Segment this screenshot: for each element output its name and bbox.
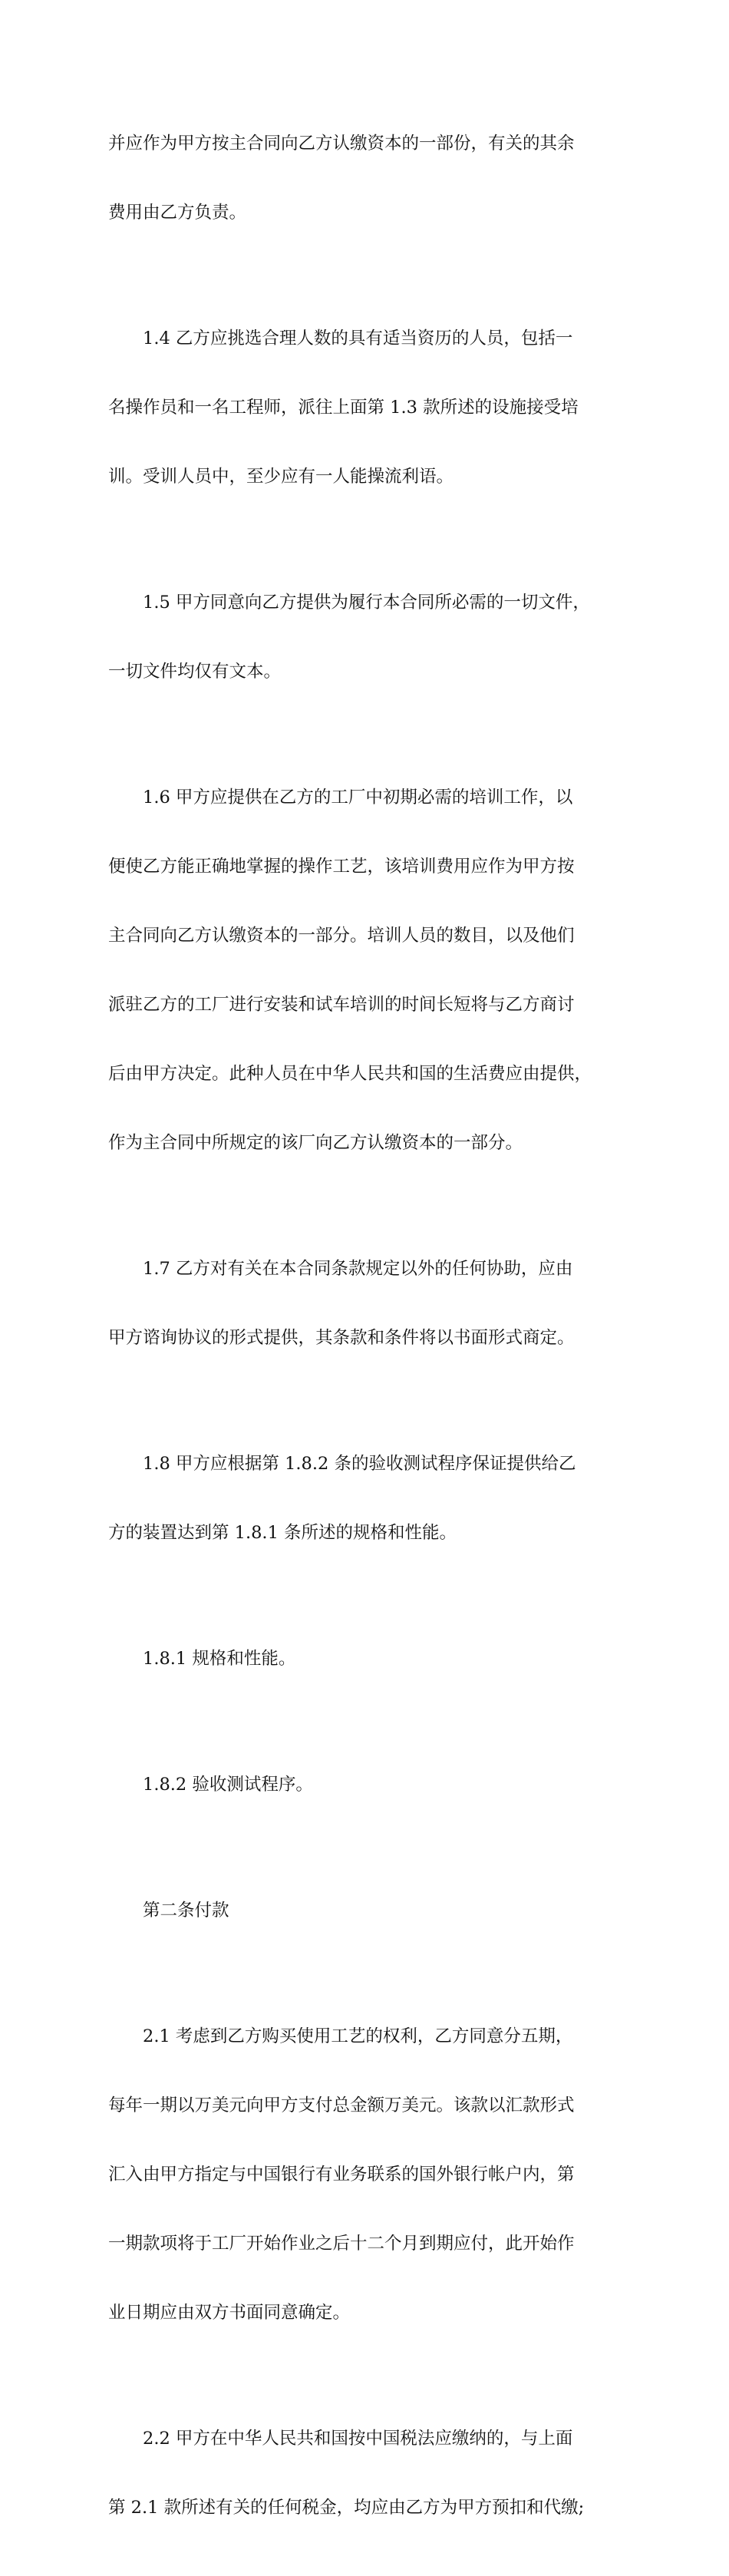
text-line: 1.8.2 验收测试程序。 bbox=[143, 1775, 313, 1795]
clause-1-6 bbox=[108, 740, 638, 1200]
text-line: 训。受训人员中，至少应有一人能操流利语。 bbox=[108, 467, 454, 487]
clause-1-8-1 bbox=[108, 1601, 638, 1716]
text-line: 一期款项将于工厂开始作业之后十二个月到期应付，此开始作 bbox=[108, 2234, 575, 2254]
text-line: 2.1 考虑到乙方购买使用工艺的权利，乙方同意分五期， bbox=[143, 2026, 573, 2046]
clause-2-2 bbox=[108, 2381, 638, 2565]
clause-1-4 bbox=[108, 281, 638, 534]
text-line: 费用由乙方负责。 bbox=[108, 203, 247, 223]
text-line: 1.7 乙方对有关在本合同条款规定以外的任何协助，应由 bbox=[143, 1259, 573, 1279]
document-page bbox=[108, 86, 638, 2576]
clause-1-8 bbox=[108, 1406, 638, 1590]
clause-1-8-2 bbox=[108, 1727, 638, 1842]
text-line: 名操作员和一名工程师，派往上面第 1.3 款所述的设施接受培 bbox=[108, 398, 579, 418]
article-2-heading bbox=[108, 1853, 638, 1968]
text-line: 1.4 乙方应挑选合理人数的具有适当资历的人员，包括一 bbox=[143, 329, 573, 348]
text-line: 甲方谘询协议的形式提供，其条款和条件将以书面形式商定。 bbox=[108, 1328, 575, 1348]
clause-1-7 bbox=[108, 1211, 638, 1395]
text-line: 1.8.1 规格和性能。 bbox=[143, 1649, 296, 1669]
text-line: 作为主合同中所规定的该厂向乙方认缴资本的一部分。 bbox=[108, 1133, 523, 1153]
text-line: 派驻乙方的工厂进行安装和试车培训的时间长短将与乙方商讨 bbox=[108, 995, 575, 1015]
text-line: 后由甲方决定。此种人员在中华人民共和国的生活费应由提供， bbox=[108, 1064, 592, 1084]
text-line: 1.6 甲方应提供在乙方的工厂中初期必需的培训工作，以 bbox=[143, 788, 573, 807]
clause-1-5 bbox=[108, 545, 638, 729]
text-line: 便使乙方能正确地掌握的操作工艺，该培训费用应作为甲方按 bbox=[108, 857, 575, 877]
text-line: 1.8 甲方应根据第 1.8.2 条的验收测试程序保证提供给乙 bbox=[143, 1454, 576, 1474]
text-line: 方的装置达到第 1.8.1 条所述的规格和性能。 bbox=[108, 1523, 457, 1543]
paragraph-continuation bbox=[108, 86, 638, 270]
text-line: 每年一期以万美元向甲方支付总金额万美元。该款以汇款形式 bbox=[108, 2095, 575, 2115]
text-line: 第 2.1 款所述有关的任何税金，均应由乙方为甲方预扣和代缴; bbox=[108, 2498, 585, 2518]
text-line: 2.2 甲方在中华人民共和国按中国税法应缴纳的，与上面 bbox=[143, 2429, 573, 2449]
text-line: 并应作为甲方按主合同向乙方认缴资本的一部份，有关的其余 bbox=[108, 134, 575, 154]
text-line: 主合同向乙方认缴资本的一部分。培训人员的数目，以及他们 bbox=[108, 926, 575, 946]
text-line: 1.5 甲方同意向乙方提供为履行本合同所必需的一切文件， bbox=[143, 593, 590, 613]
text-line: 业日期应由双方书面同意确定。 bbox=[108, 2303, 351, 2323]
text-line: 第二条付款 bbox=[143, 1901, 229, 1920]
clause-2-1 bbox=[108, 1979, 638, 2370]
text-line: 一切文件均仅有文本。 bbox=[108, 662, 282, 682]
text-line: 汇入由甲方指定与中国银行有业务联系的国外银行帐户内，第 bbox=[108, 2165, 575, 2185]
